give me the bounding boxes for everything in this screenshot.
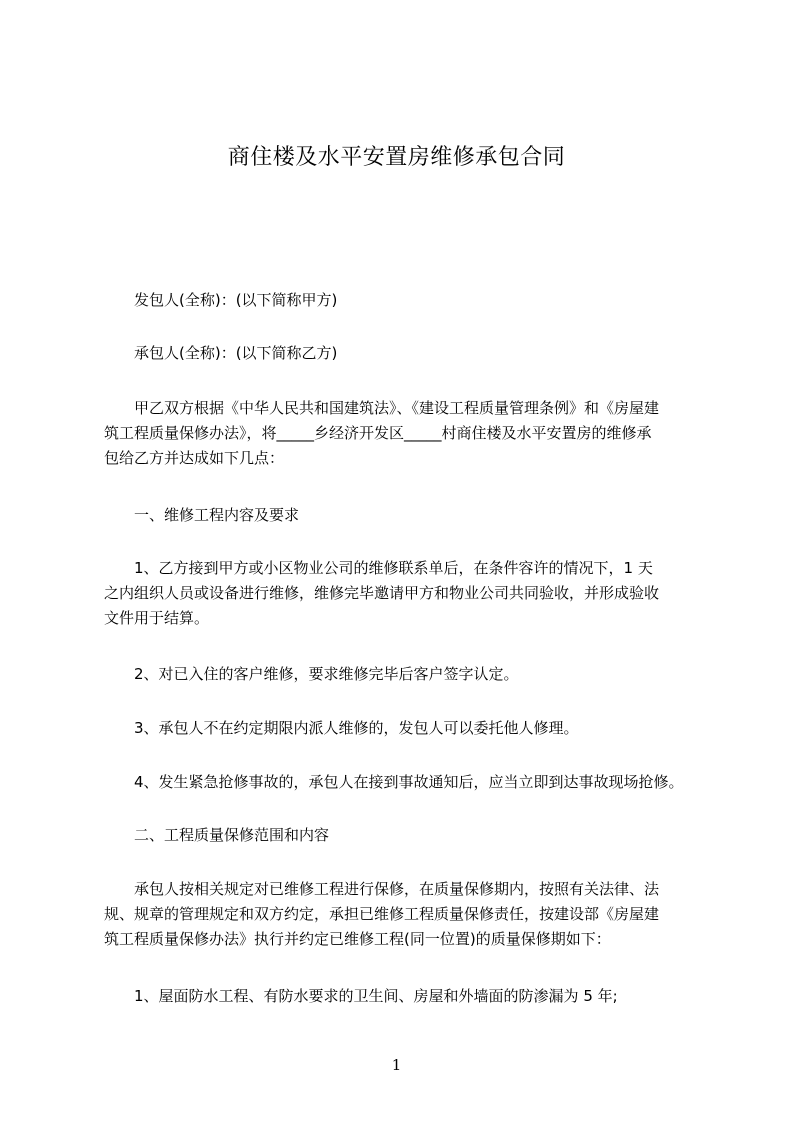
text-line: 发包人(全称)：(以下简称甲方) — [104, 291, 338, 309]
text-line: 文件用于结算。 — [104, 609, 210, 627]
text-line: 规、规章的管理规定和双方约定，承担已维修工程质量保修责任，按建设部《房屋建 — [104, 905, 660, 923]
text-line: 1、乙方接到甲方或小区物业公司的维修联系单后，在条件容许的情况下，1 天 — [104, 559, 653, 577]
document-title: 商住楼及水平安置房维修承包合同 — [227, 145, 566, 170]
text-line: 之内组织人员或设备进行维修，维修完毕邀请甲方和物业公司共同验收，并形成验收 — [104, 584, 660, 602]
text-line: 二、工程质量保修范围和内容 — [104, 826, 330, 844]
text-line: 承包人(全称)：(以下简称乙方) — [104, 344, 338, 362]
page-number: 1 — [391, 1056, 402, 1074]
text-line: 2、对已入住的客户维修，要求维修完毕后客户签字认定。 — [104, 665, 519, 683]
text-line: 1、屋面防水工程、有防水要求的卫生间、房屋和外墙面的防渗漏为 5 年; — [104, 987, 618, 1005]
text-line: 甲乙双方根据《中华人民共和国建筑法》、《建设工程质量管理条例》和《房屋建 — [104, 399, 660, 417]
text-line: 一、维修工程内容及要求 — [104, 506, 300, 524]
paragraph-party-b — [104, 341, 714, 366]
paragraph-item-2 — [104, 662, 714, 687]
section-heading-2 — [104, 823, 714, 848]
paragraph-party-a — [104, 288, 714, 313]
paragraph-item-1 — [104, 556, 714, 631]
text-line: 3、承包人不在约定期限内派人维修的，发包人可以委托他人修理。 — [104, 719, 579, 737]
text-line: 承包人按相关规定对已维修工程进行保修，在质量保修期内，按照有关法律、法 — [104, 880, 660, 898]
text-line: 4、发生紧急抢修事故的，承包人在接到事故通知后，应当立即到达事故现场抢修。 — [104, 773, 684, 791]
paragraph-warranty — [104, 877, 714, 952]
text-line: 筑工程质量保修办法》，将_____乡经济开发区_____村商住楼及水平安置房的维修承 — [104, 424, 652, 442]
text-line: 筑工程质量保修办法》执行并约定已维修工程(同一位置)的质量保修期如下： — [104, 930, 611, 948]
paragraph-warranty-item-1 — [104, 984, 714, 1009]
paragraph-item-3 — [104, 716, 714, 741]
paragraph-intro — [104, 396, 714, 471]
text-line: 包给乙方并达成如下几点： — [104, 449, 285, 467]
section-heading-1 — [104, 503, 714, 528]
paragraph-item-4 — [104, 770, 714, 795]
